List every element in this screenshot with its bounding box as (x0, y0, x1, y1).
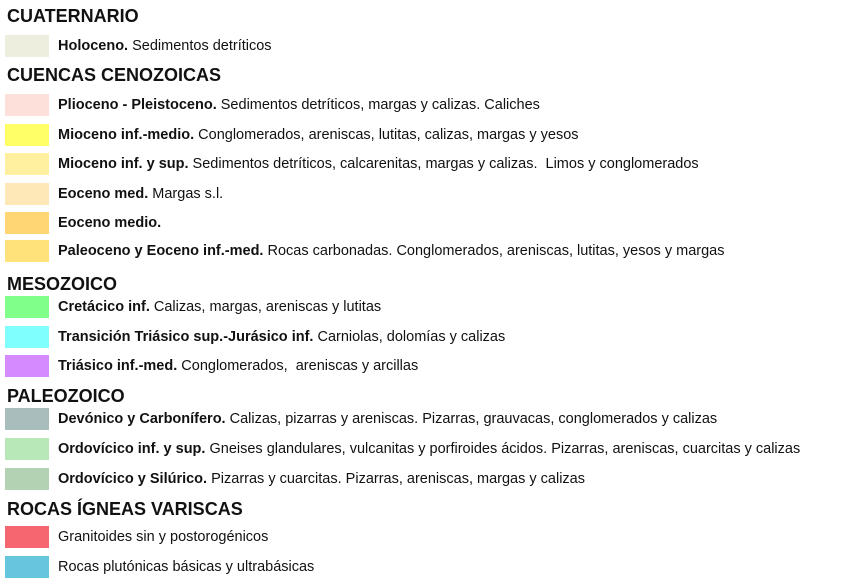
color-swatch (5, 240, 49, 262)
legend-item-bold-term: Mioceno inf.-medio. (58, 127, 195, 143)
color-swatch (5, 296, 49, 318)
legend-item-triasico-inf-med (5, 354, 418, 378)
legend-item-eoceno-med (5, 182, 223, 206)
legend-item-description: Granitoides sin y postorogénicos (58, 529, 269, 545)
legend-item-bold-term: Paleoceno y Eoceno inf.-med. (58, 243, 264, 259)
legend-item-label (58, 242, 724, 260)
legend-item-label (58, 410, 717, 428)
legend-item-cretacico-inf (5, 295, 381, 319)
legend-item-label (58, 470, 585, 488)
color-swatch (5, 94, 49, 116)
legend-item-label (58, 440, 800, 458)
legend-item-bold-term: Ordovícico inf. y sup. (58, 441, 206, 457)
legend-item-bold-term: Eoceno medio. (58, 215, 162, 231)
legend-item-description: Margas s.l. (152, 186, 224, 202)
legend-item-description: Calizas, margas, areniscas y lutitas (153, 299, 382, 315)
legend-item-label (58, 214, 161, 232)
legend-item-bold-term: Plioceno - Pleistoceno. (58, 97, 217, 113)
legend-item-description: Conglomerados, areniscas y arcillas (181, 358, 419, 374)
legend-item-bold-term: Triásico inf.-med. (58, 358, 178, 374)
legend-item-bold-term: Transición Triásico sup.-Jurásico inf. (58, 329, 314, 345)
legend-item-mioceno-inf-medio (5, 123, 579, 147)
legend-item-bold-term: Cretácico inf. (58, 299, 150, 315)
legend-item-description: Gneises glandulares, vulcanitas y porfiroides ácidos. Pizarras, areniscas, cuarcitas y calizas (209, 441, 801, 457)
legend-item-description: Conglomerados, areniscas, lutitas, calizas, margas y yesos (194, 127, 579, 143)
legend-item-transicion-triasico-jurasico (5, 325, 505, 349)
legend-item-paleoceno-eoceno (5, 239, 724, 263)
legend-item-ordovicico-silurico (5, 467, 585, 491)
legend-item-ordovicico-inf-sup (5, 437, 800, 461)
legend-item-label (58, 528, 268, 546)
legend-item-label (58, 558, 314, 576)
legend-item-label (58, 185, 223, 203)
legend-item-label (58, 37, 272, 55)
legend-item-plioceno-pleistoceno (5, 93, 540, 117)
color-swatch (5, 556, 49, 578)
legend-item-description: Rocas plutónicas básicas y ultrabásicas (58, 559, 315, 575)
color-swatch (5, 153, 49, 175)
color-swatch (5, 35, 49, 57)
legend-item-label (58, 126, 579, 144)
legend-item-description: Sedimentos detríticos (132, 38, 272, 54)
legend-item-label (58, 328, 505, 346)
legend-item-description: Rocas carbonadas. Conglomerados, areniscas, lutitas, yesos y margas (263, 243, 725, 259)
legend-item-bold-term: Devónico y Carbonífero. (58, 411, 226, 427)
legend-item-bold-term: Mioceno inf. y sup. (58, 156, 189, 172)
legend-item-label (58, 357, 418, 375)
legend-item-bold-term: Ordovícico y Silúrico. (58, 471, 208, 487)
legend-item-eoceno-medio (5, 211, 161, 235)
legend-item-description: Sedimentos detríticos, margas y calizas. Caliches (220, 97, 540, 113)
color-swatch (5, 183, 49, 205)
color-swatch (5, 468, 49, 490)
legend-item-description: Carniolas, dolomías y calizas (317, 329, 506, 345)
legend-item-label (58, 155, 699, 173)
legend-item-description: Calizas, pizarras y areniscas. Pizarras, grauvacas, conglomerados y calizas (229, 411, 718, 427)
legend-item-holoceno (5, 34, 272, 58)
section-heading-paleozoico: PALEOZOICO (7, 386, 125, 406)
legend-item-description: Pizarras y cuarcitas. Pizarras, areniscas, margas y calizas (211, 471, 586, 487)
color-swatch (5, 438, 49, 460)
color-swatch (5, 526, 49, 548)
legend-item-rocas-plutonicas (5, 555, 314, 579)
legend-item-label (58, 96, 540, 114)
section-heading-rocas-igneas-variscas: ROCAS ÍGNEAS VARISCAS (7, 499, 243, 519)
color-swatch (5, 124, 49, 146)
legend-item-granitoides (5, 525, 268, 549)
legend-item-devonico-carbonifero (5, 407, 717, 431)
color-swatch (5, 355, 49, 377)
legend-item-description: Sedimentos detríticos, calcarenitas, margas y calizas. Limos y conglomerados (192, 156, 699, 172)
color-swatch (5, 212, 49, 234)
section-heading-mesozoico: MESOZOICO (7, 274, 118, 294)
color-swatch (5, 408, 49, 430)
section-heading-cuaternario: CUATERNARIO (7, 6, 139, 26)
section-heading-cuencas-cenozoicas: CUENCAS CENOZOICAS (7, 65, 222, 85)
color-swatch (5, 326, 49, 348)
legend-item-label (58, 298, 381, 316)
legend-item-bold-term: Holoceno. (58, 38, 129, 54)
legend-item-mioceno-inf-sup (5, 152, 699, 176)
legend-item-bold-term: Eoceno med. (58, 186, 149, 202)
